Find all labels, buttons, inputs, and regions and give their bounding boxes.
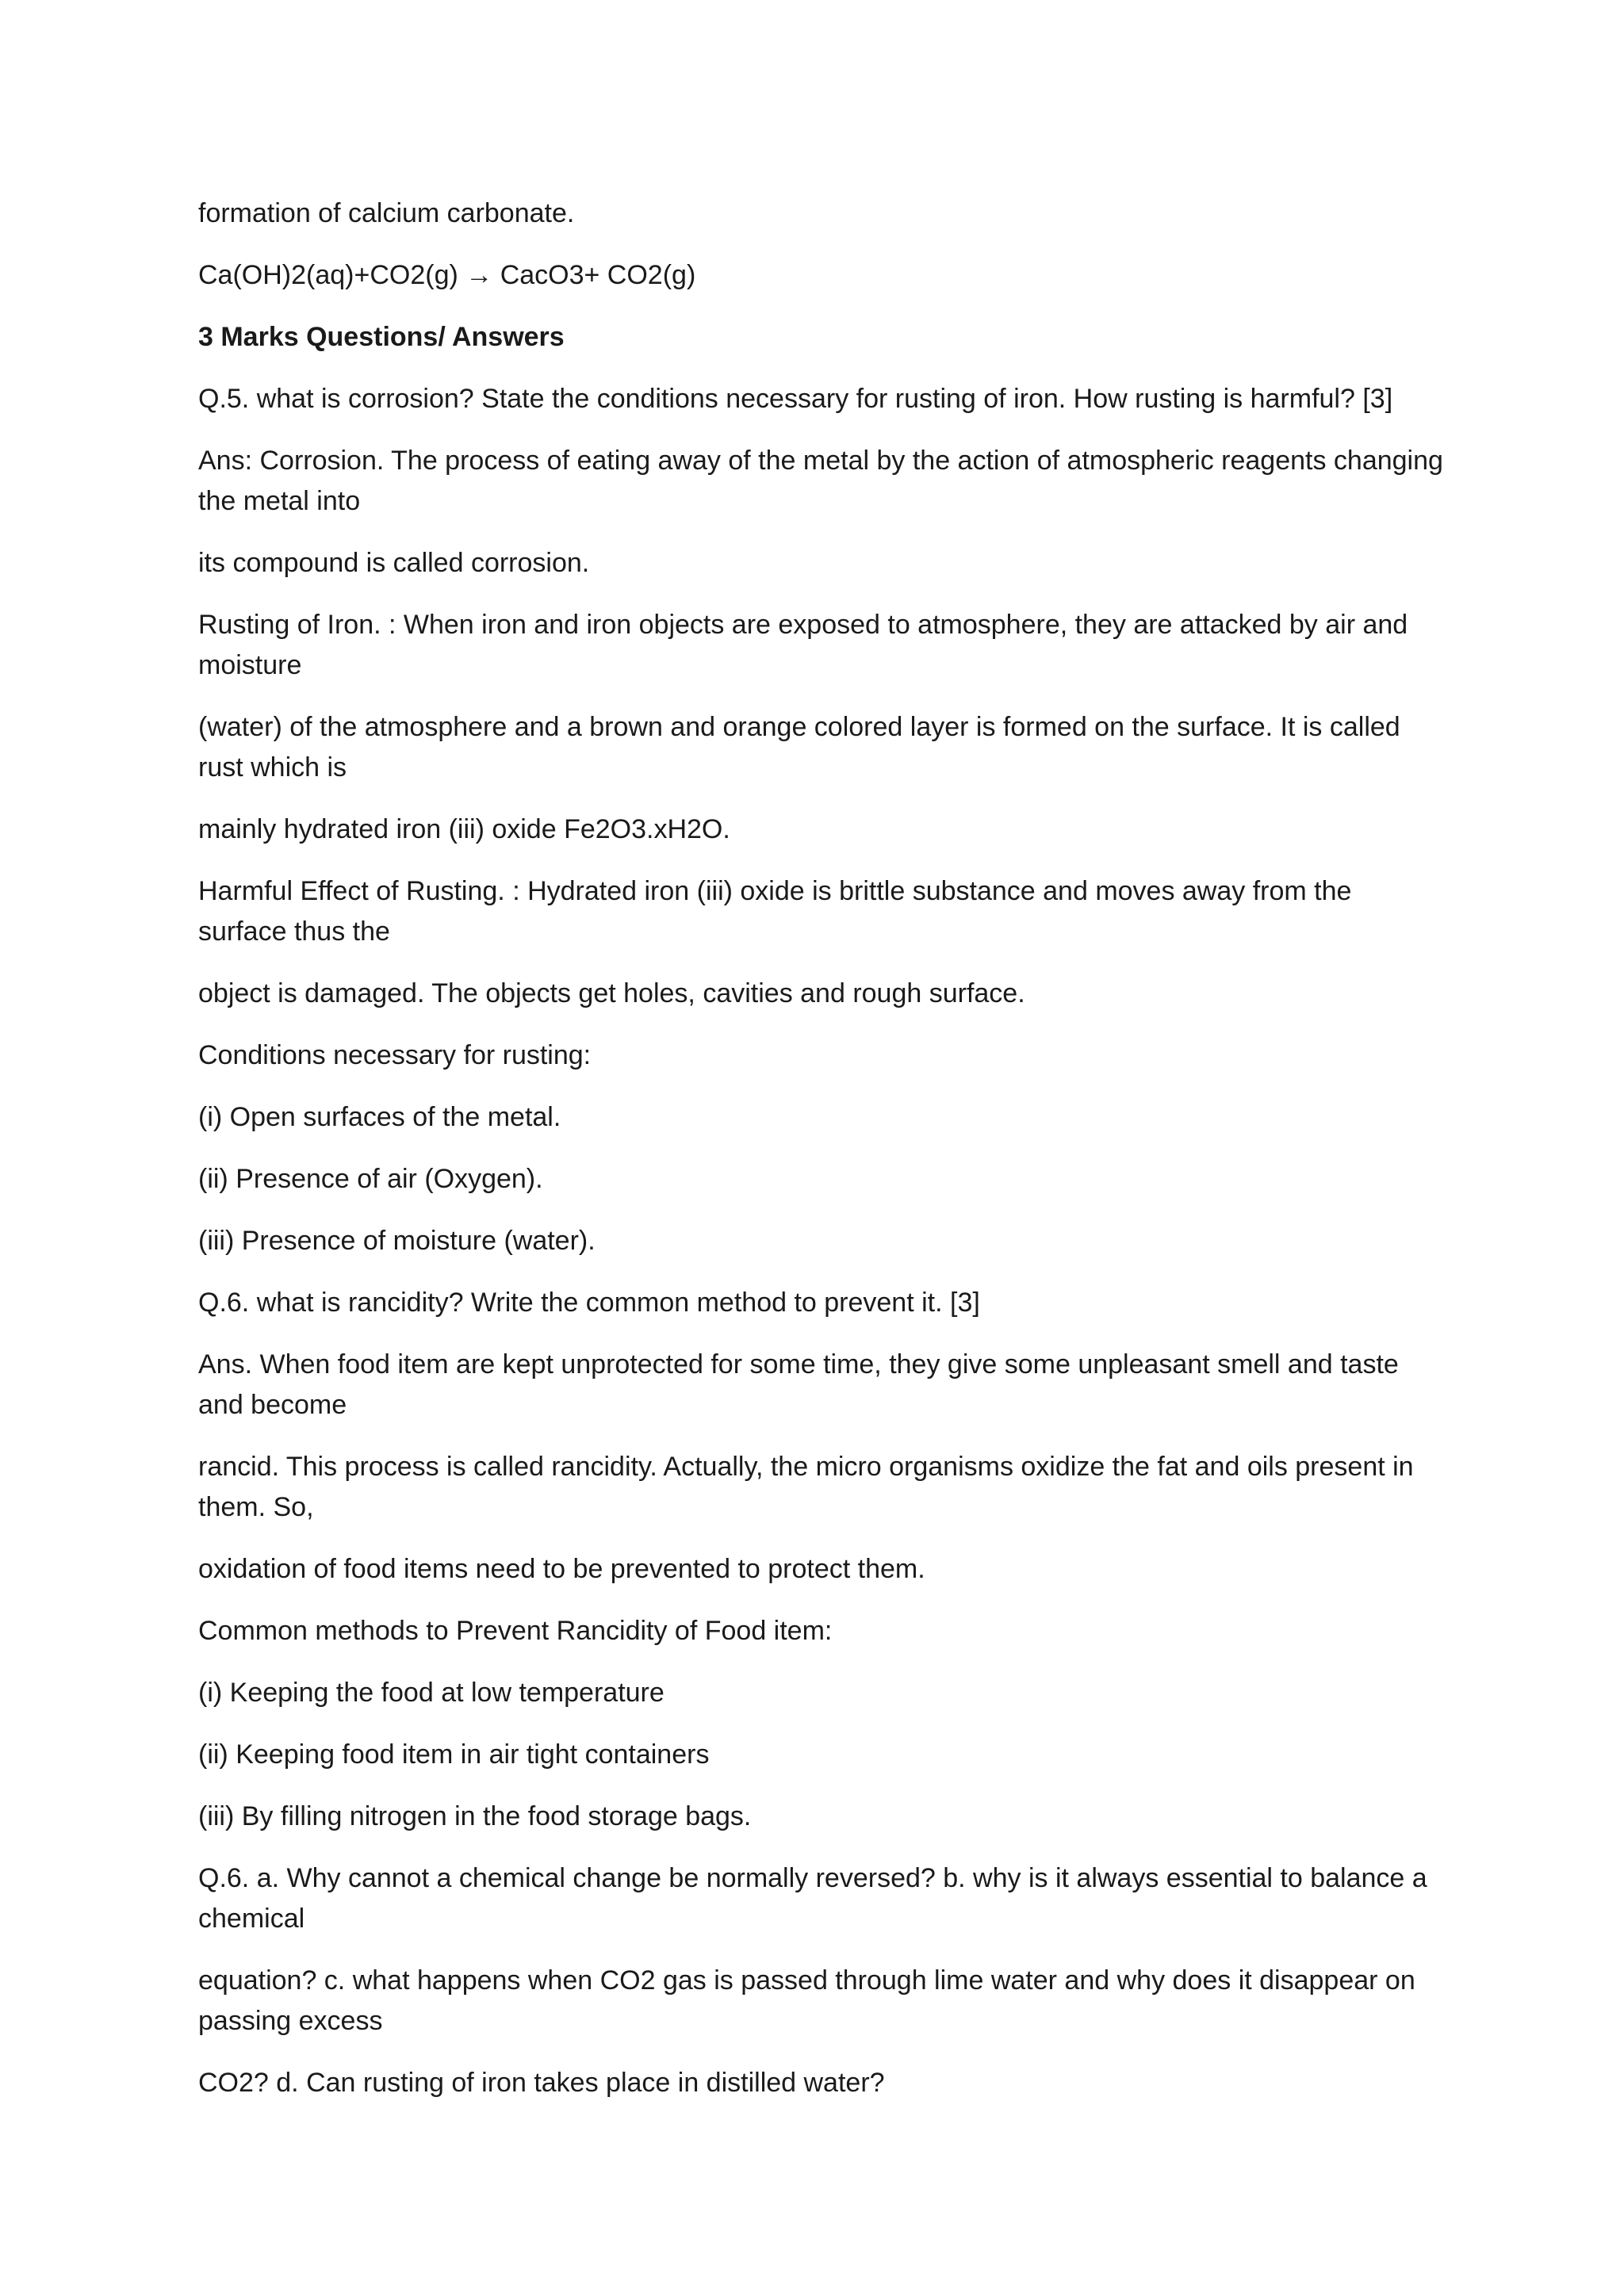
paragraph: (i) Keeping the food at low temperature — [198, 1678, 665, 1708]
paragraph: object is damaged. The objects get holes, cavities and rough surface. — [198, 978, 1025, 1008]
paragraph: rancid. This process is called rancidity. Actually, the micro organisms oxidize the fat and oils present in them. So, — [198, 1452, 1414, 1522]
paragraph: mainly hydrated iron (iii) oxide Fe2O3.xH2O. — [198, 814, 730, 844]
document-body — [198, 193, 1443, 2125]
paragraph: Ca(OH)2(aq)+CO2(g) → CacO3+ CO2(g) — [198, 260, 696, 290]
paragraph: (ii) Presence of air (Oxygen). — [198, 1164, 543, 1194]
section-heading: 3 Marks Questions/ Answers — [198, 322, 565, 352]
paragraph: Conditions necessary for rusting: — [198, 1040, 592, 1070]
paragraph: Q.6. what is rancidity? Write the common method to prevent it. [3] — [198, 1288, 980, 1318]
paragraph: (i) Open surfaces of the metal. — [198, 1102, 561, 1132]
paragraph: Q.5. what is corrosion? State the conditions necessary for rusting of iron. How rusting is harmful? [3] — [198, 384, 1393, 414]
paragraph: (water) of the atmosphere and a brown and orange colored layer is formed on the surface. It is called rust which is — [198, 712, 1400, 783]
paragraph: equation? c. what happens when CO2 gas is passed through lime water and why does it disappear on passing excess — [198, 1965, 1415, 2036]
paragraph: (iii) By filling nitrogen in the food storage bags. — [198, 1801, 752, 1831]
paragraph: Harmful Effect of Rusting. : Hydrated iron (iii) oxide is brittle substance and moves away from the surface thus the — [198, 876, 1352, 947]
paragraph: Q.6. a. Why cannot a chemical change be normally reversed? b. why is it always essential to balance a chemical — [198, 1863, 1427, 1934]
paragraph: Ans. When food item are kept unprotected for some time, they give some unpleasant smell and taste and become — [198, 1349, 1399, 1420]
paragraph: CO2? d. Can rusting of iron takes place in distilled water? — [198, 2068, 885, 2098]
paragraph: (ii) Keeping food item in air tight containers — [198, 1739, 710, 1770]
paragraph: (iii) Presence of moisture (water). — [198, 1226, 596, 1256]
paragraph: Rusting of Iron. : When iron and iron objects are exposed to atmosphere, they are attacked by air and moisture — [198, 610, 1408, 680]
paragraph: its compound is called corrosion. — [198, 548, 590, 578]
paragraph: formation of calcium carbonate. — [198, 198, 575, 228]
paragraph: Common methods to Prevent Rancidity of Food item: — [198, 1616, 833, 1646]
paragraph: Ans: Corrosion. The process of eating away of the metal by the action of atmospheric reagents changing the metal into — [198, 446, 1443, 516]
paragraph: oxidation of food items need to be prevented to protect them. — [198, 1554, 925, 1584]
